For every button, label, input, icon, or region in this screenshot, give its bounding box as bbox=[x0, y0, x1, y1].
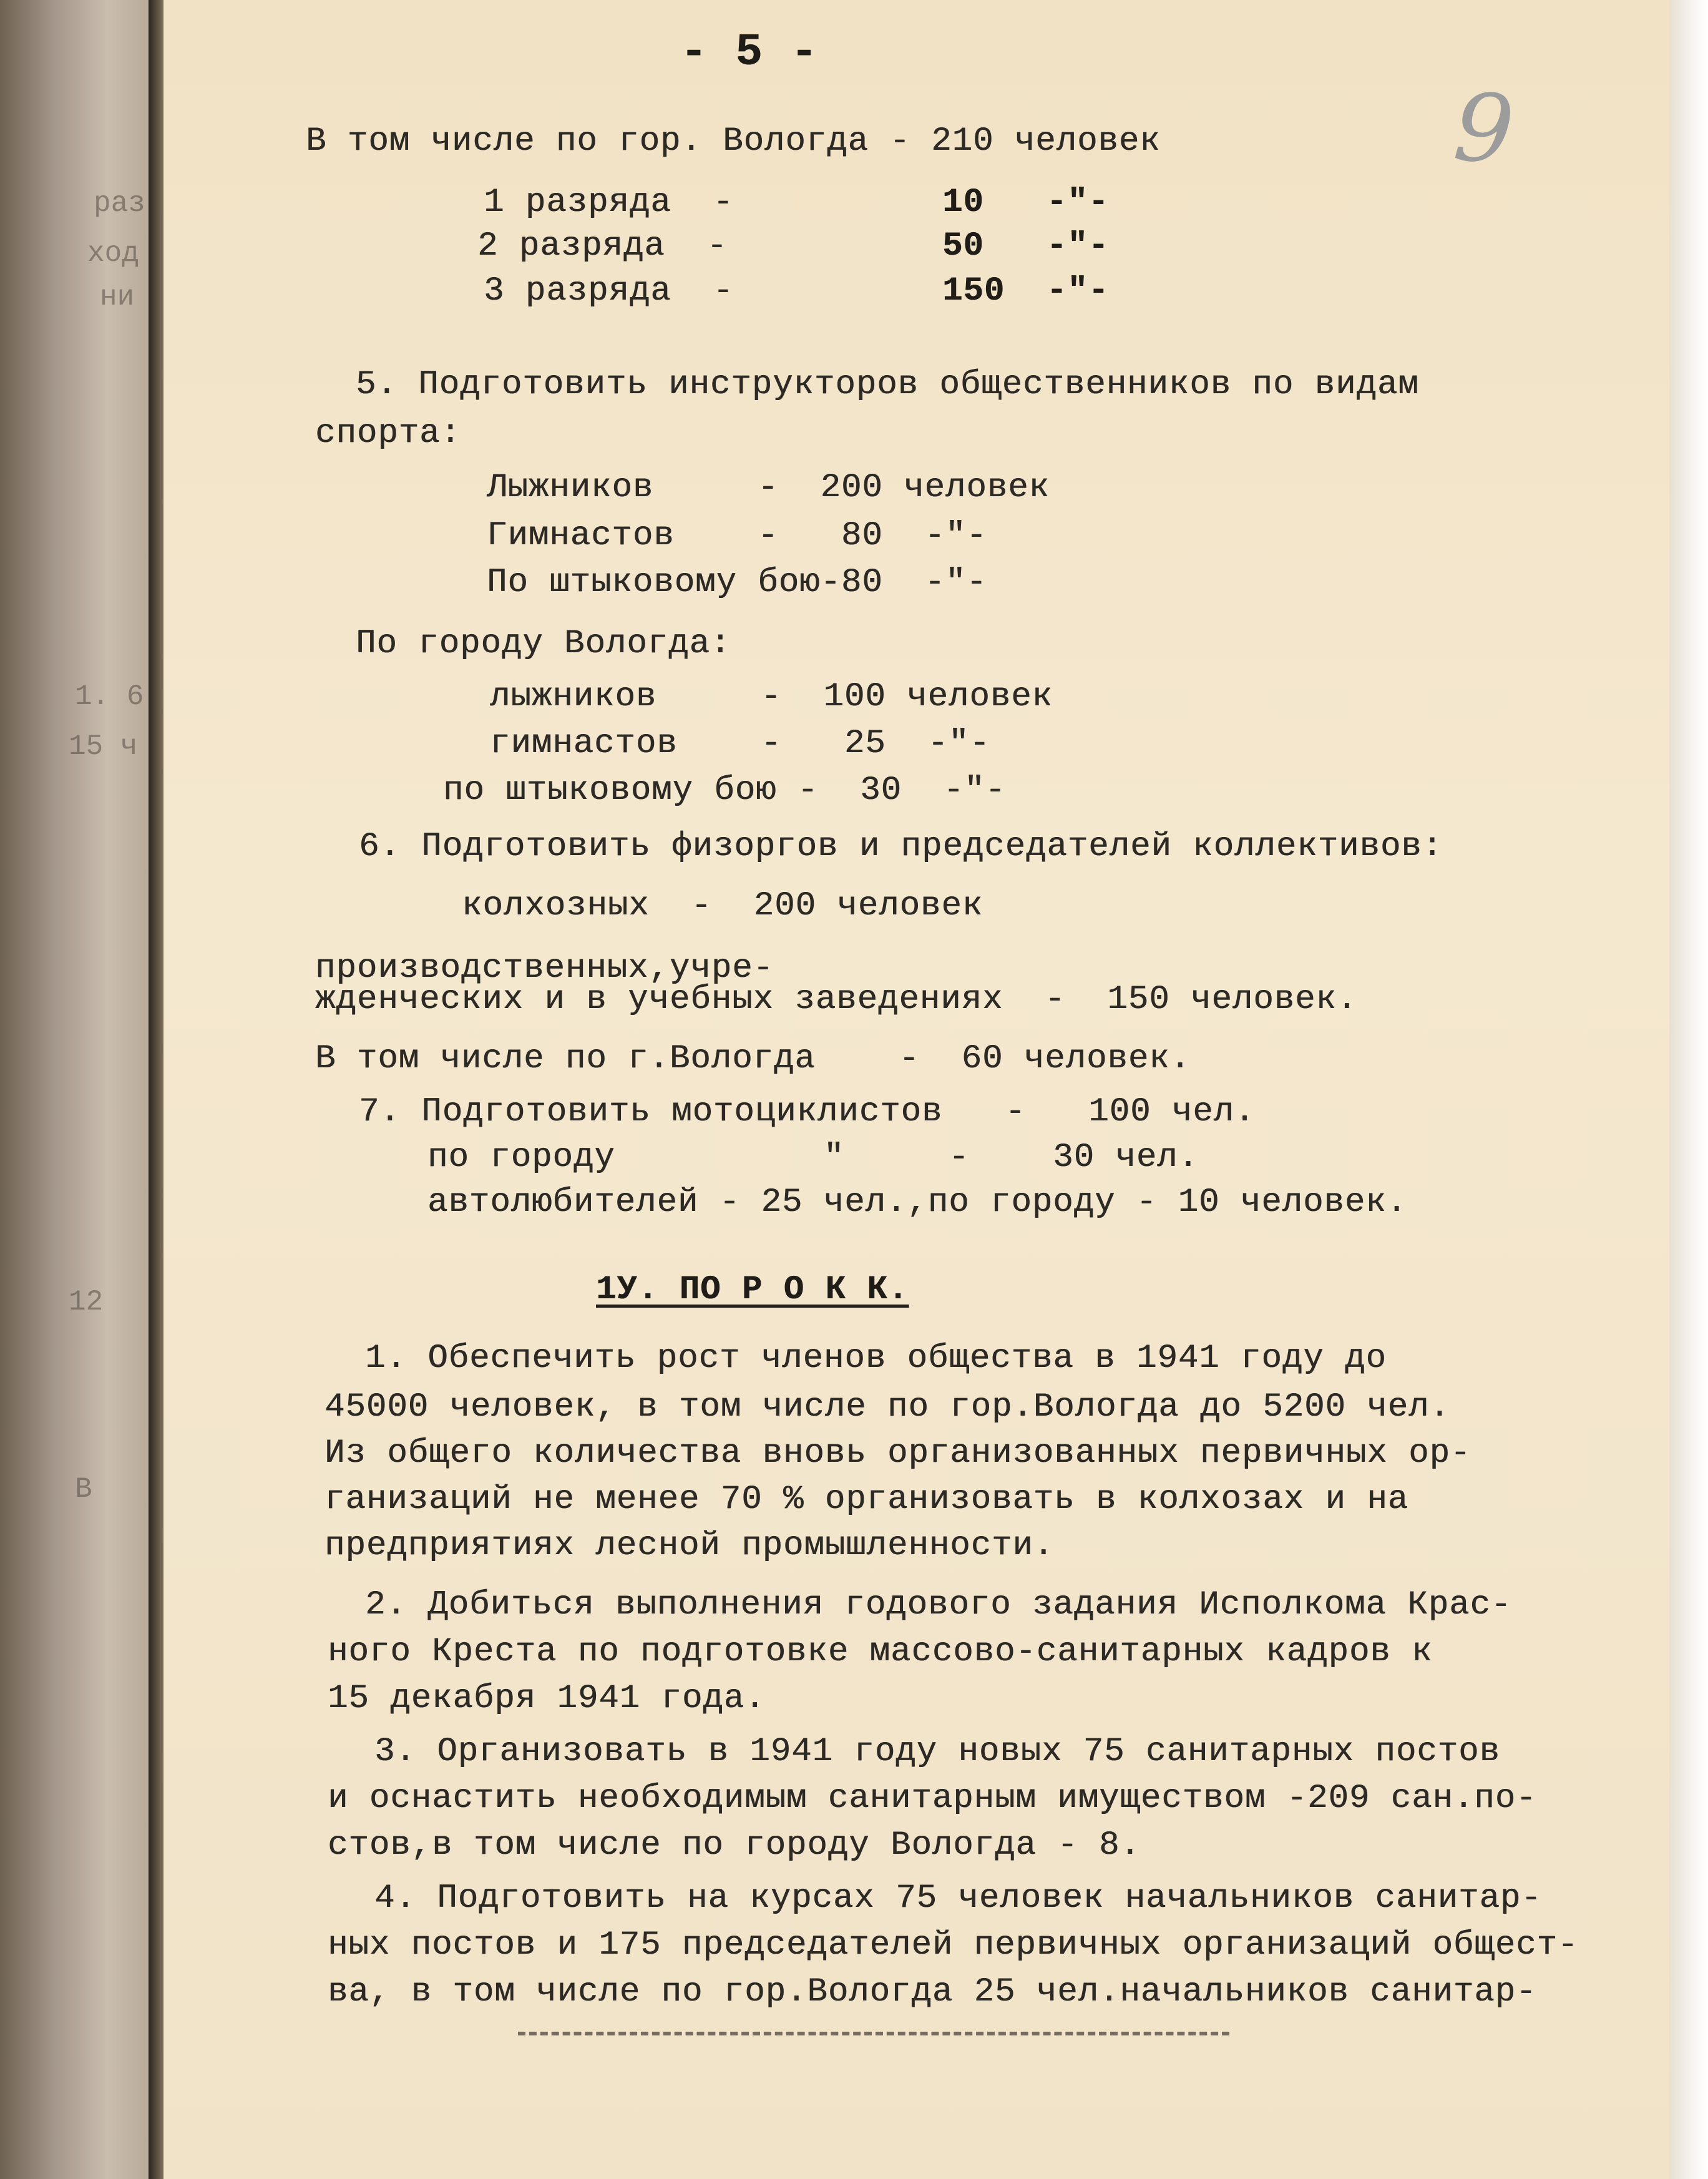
vologda-organizers: В том числе по г.Вологда - 60 человек. bbox=[315, 1040, 1191, 1078]
rank-3-label: 3 разряда - bbox=[484, 272, 734, 310]
para-4-line-2: ных постов и 175 председателей первичных организаций общест- bbox=[328, 1926, 1579, 1964]
para-1-line-4: ганизаций не менее 70 % организовать в колхозах и на bbox=[325, 1481, 1409, 1519]
instructors-skiers: Лыжников - 200 человек bbox=[487, 469, 1050, 507]
para-3-line-3: стов,в том числе по городу Вологда - 8. bbox=[328, 1826, 1141, 1864]
vologda-skiers: лыжников - 100 человек bbox=[490, 678, 1053, 716]
instructors-bayonet: По штыковому бою-80 -"- bbox=[487, 564, 987, 602]
left-page-fragment: 15 ч bbox=[69, 730, 138, 763]
para-1-line-3: Из общего количества вновь организованных первичных ор- bbox=[325, 1434, 1471, 1472]
rank-2-label: 2 разряда - bbox=[477, 227, 728, 265]
para-1-line-1: 1. Обеспечить рост членов общества в 1941 году до bbox=[365, 1339, 1387, 1378]
line-vologda-total: В том числе по гор. Вологда - 210 человек bbox=[306, 122, 1161, 160]
vologda-subheading: По городу Вологда: bbox=[356, 625, 731, 663]
para-2-line-2: ного Креста по подготовке массово-санитарных кадров к bbox=[328, 1633, 1433, 1671]
left-page-fragment: 12 bbox=[69, 1286, 104, 1318]
rank-3-value: 150 -"- bbox=[942, 272, 1110, 310]
item-7-heading: 7. Подготовить мотоциклистов - 100 чел. bbox=[359, 1093, 1256, 1131]
para-4-line-3: ва, в том числе по гор.Вологда 25 чел.начальников санитар- bbox=[328, 1973, 1537, 2011]
rank-2-value: 50 -"- bbox=[942, 227, 1110, 265]
para-4-line-1: 4. Подготовить на курсах 75 человек начальников санитар- bbox=[374, 1879, 1542, 1917]
rank-1-label: 1 разряда - bbox=[484, 184, 734, 222]
archive-folio-number: 9 bbox=[1450, 72, 1518, 186]
item-6-heading: 6. Подготовить физоргов и председателей коллективов: bbox=[359, 828, 1443, 866]
page-edge-right bbox=[1669, 0, 1708, 2179]
kolkhoz-organizers: колхозных - 200 человек bbox=[462, 887, 983, 925]
para-3-line-2: и оснастить необходимым санитарным имуществом -209 сан.по- bbox=[328, 1780, 1537, 1818]
section-4-heading: 1У. ПО Р О К К. bbox=[596, 1271, 909, 1309]
left-page-fragment: раз bbox=[94, 187, 145, 220]
para-2-line-3: 15 декабря 1941 года. bbox=[328, 1680, 766, 1718]
left-page-fragment: 1. 6 bbox=[75, 680, 144, 713]
car-enthusiasts: автолюбителей - 25 чел.,по городу - 10 человек. bbox=[427, 1183, 1408, 1222]
production-organizers-1: производственных,учре- bbox=[315, 949, 774, 987]
item-5-heading: 5. Подготовить инструкторов общественников по видам bbox=[356, 366, 1419, 404]
page-number: - 5 - bbox=[680, 27, 819, 78]
left-page-fragment: В bbox=[75, 1473, 92, 1506]
vologda-bayonet: по штыковому бою - 30 -"- bbox=[443, 771, 1006, 810]
instructors-gymnasts: Гимнастов - 80 -"- bbox=[487, 517, 987, 555]
previous-page-edge bbox=[0, 0, 153, 2179]
para-2-line-1: 2. Добиться выполнения годового задания Исполкома Крас- bbox=[365, 1586, 1512, 1624]
left-page-fragment: ни bbox=[100, 281, 135, 313]
motorcyclists-city: по городу " - 30 чел. bbox=[427, 1138, 1199, 1177]
item-5-heading-cont: спорта: bbox=[315, 414, 461, 453]
production-organizers-2: жденческих и в учебных заведениях - 150 человек. bbox=[315, 981, 1358, 1019]
typed-separator-line bbox=[518, 2032, 1229, 2038]
para-3-line-1: 3. Организовать в 1941 году новых 75 санитарных постов bbox=[374, 1733, 1500, 1771]
para-1-line-2: 45000 человек, в том числе по гор.Вологда до 5200 чел. bbox=[325, 1388, 1450, 1426]
vologda-gymnasts: гимнастов - 25 -"- bbox=[490, 725, 990, 763]
rank-1-value: 10 -"- bbox=[942, 184, 1110, 222]
para-1-line-5: предприятиях лесной промышленности. bbox=[325, 1527, 1055, 1565]
left-page-fragment: ход bbox=[87, 237, 139, 270]
